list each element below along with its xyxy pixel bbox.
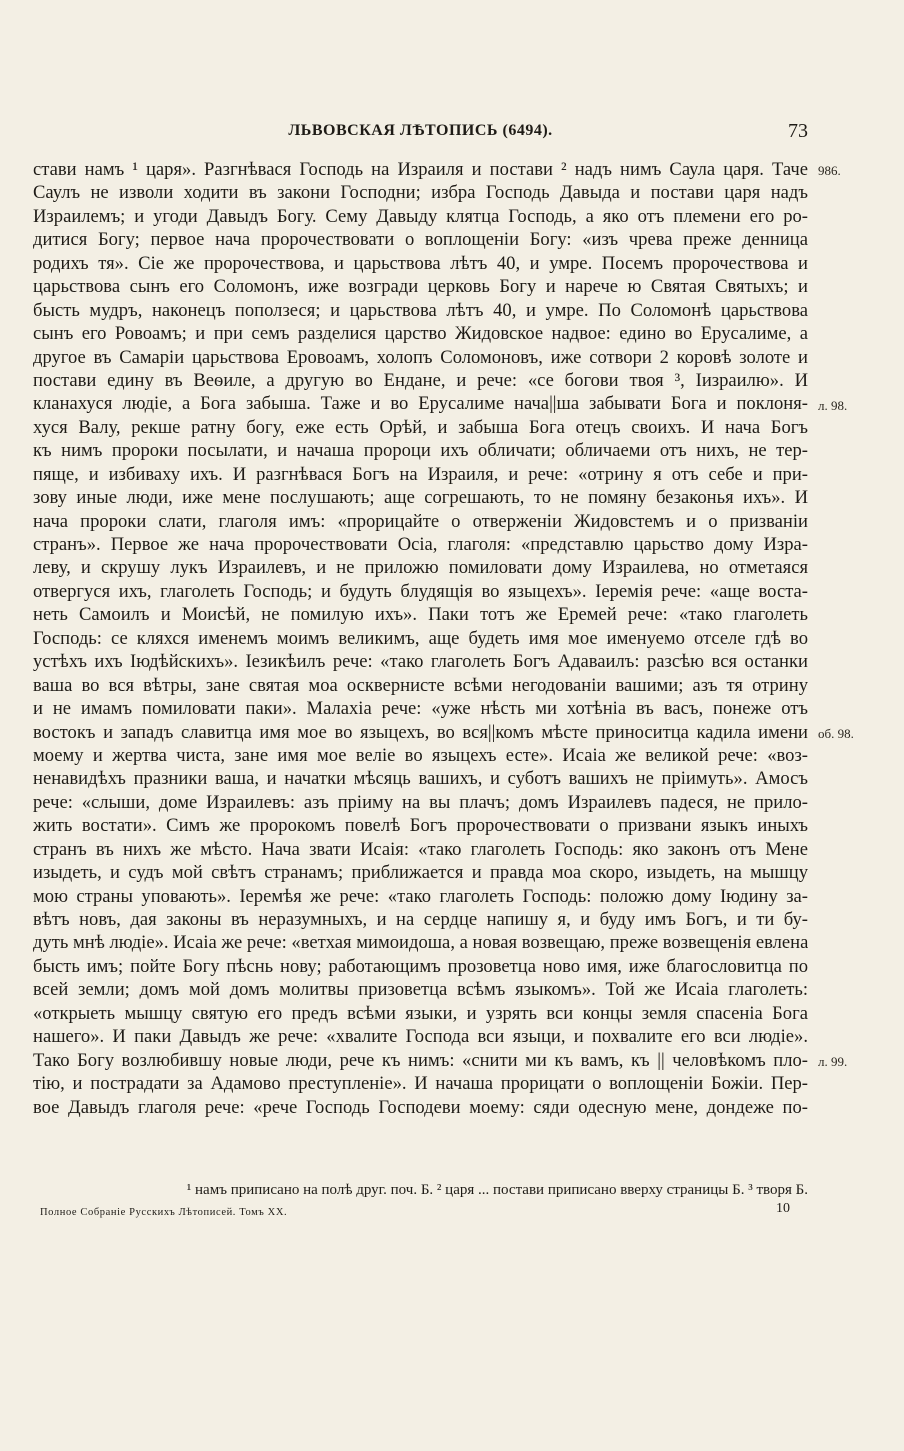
text-line: сынъ его Ровоамъ; и при семъ разделися царство Жидовское надвое: едино во Ерусалиме, а [33,323,808,345]
text-line: странъ въ нихъ же мѣсто. Нача звати Исаія: «тако глаголеть Господь: яко законъ отъ Мене [33,838,808,860]
text-line: ваша во вся вѣтры, зане святая моа осквернисте всѣми негодованіи вашими; азъ тя отрину [33,674,808,696]
margin-note: л. 98. [818,397,848,413]
text-line: Израилемъ; и угоди Давыдъ Богу. Сему Давыду клятца Господь, а яко отъ племени его ро- [33,205,808,227]
text-line: хуся Валу, рекше ратну богу, еже есть Орѣй, и забыша Бога отецъ своихъ. И нача Богъ [33,416,808,438]
text-line: отвергуся ихъ, глаголеть Господь; и будуть блудящія во языцехъ». Іеремія рече: «аще воста- [33,580,808,602]
text-line: бысть мудръ, наконецъ поползеся; и царьствова лѣтъ 40, и умре. По Соломонѣ царьствова [33,299,808,321]
text-line: всей земли; домъ мой домъ молитвы призоветца всѣмъ языкомъ». Той же Исаіа глаголеть: [33,979,808,1001]
running-title: ЛЬВОВСКАЯ ЛѢТОПИСЬ (6494). [288,122,553,139]
page-number: 73 [788,120,808,142]
text-line: Господь: се кляхся именемъ моимъ великимъ, аще будеть имя мое именуемо отселе гдѣ во [33,627,808,649]
text-line: тію, и пострадати за Адамово преступленіе». И начаша прорицати о воплощеніи Божіи. Пер- [33,1073,808,1095]
text-line: бысть имъ; пойте Богу пѣснь нову; работающимъ прозоветца ново имя, иже благословитца по [33,955,808,977]
text-line: пяще, и избиваху ихъ. И разгнѣвася Богъ на Израиля, и рече: «отрину я отъ себе и при- [33,463,808,485]
running-head [33,122,808,148]
text-line: рече: «слыши, доме Израилевъ: азъ пріиму на вы плачъ; домъ Израилевъ падеся, не прило- [33,791,808,813]
text-line: леву, и скрушу лукъ Израилевъ, и не приложю помиловати дому Израилева, но отметаяся [33,557,808,579]
text-line: жить востати». Симъ же пророкомъ повелѣ Богъ пророчествовати о призвани языкъ иныхъ [33,815,808,837]
body-text [33,158,808,1119]
margin-note: об. 98. [818,725,854,741]
text-line: востокъ и западъ славитца имя мое во языцехъ, во вся||комъ мѣсте приноситца кадила имени [33,721,808,743]
series-title: Полное Собраніе Русскихъ Лѣтописей. Томъ XX. [40,1207,288,1218]
footnotes [33,1180,808,1200]
text-line: странъ». Первое же нача пророчествовати Осіа, глаголя: «представлю царьство дому Изра- [33,534,808,555]
text-line: и не имамъ помиловати паки». Малахіа рече: «уже нѣсть ми хотѣніа въ васъ, понеже отъ [33,698,808,720]
text-line: царьствова сынъ его Соломонъ, иже возгради церковь Богу и нарече ю Святая Святыхъ; и [33,276,808,298]
footnote-line: ¹ намъ приписано на полѣ друг. поч. Б. ² царя ... постави приписано вверху страницы Б. ³ творя Б. [186,1182,808,1198]
text-line: «открыеть мышцу святую его предъ всѣми языки, и узрять вси концы земля спасеніа Бога [33,1002,808,1024]
text-line: мою страны уповають». Іеремѣя же рече: «тако глаголеть Господь: положю дому Іюдину за- [33,885,808,907]
text-line: Саулъ не изволи ходити въ закони Господни; избра Господь Давыда и постави царя надъ [33,182,808,204]
text-line: родихъ тя». Сіе же пророчествова, и царьствова лѣтъ 40, и умре. Посемъ пророчествова и [33,252,808,274]
margin-note: 986. [818,163,841,178]
text-line: стави намъ ¹ царя». Разгнѣвася Господь на Израиля и постави ² надъ нимъ Саула царя. Таче [33,159,808,180]
text-line: кланахуся людіе, а Бога забыша. Таже и во Ерусалиме нача||ша забывати Бога и поклоня- [33,393,808,415]
text-line: моему и жертва чиста, зане имя мое веліе во языцехъ есте». Исаіа же великой рече: «воз- [33,744,808,766]
text-line: дитися Богу; первое нача пророчествовати о воплощеніи Богу: «изъ чрева преже денница [33,229,808,251]
text-line: неть Самоилъ и Моисѣй, не помилую ихъ». Паки тотъ же Еремей рече: «тако глаголеть [33,604,808,626]
text-line: вое Давыдъ глаголя рече: «рече Господь Господеви моему: сяди одесную мене, дондеже по- [33,1096,808,1118]
text-line: къ нимъ пророки посылати, и начаша пророци ихъ обличати; обличаеми отъ нихъ, не тер- [33,440,808,462]
text-line: устѣхъ ихъ Іюдѣйскихъ». Іезикѣилъ рече: «тако глаголеть Богъ Адаваилъ: разсѣю вся останки [33,651,808,673]
text-line: ненавидѣхъ празники ваша, и начатки мѣсяць вашихъ, и суботъ вашихъ не пріимуть». Амосъ [33,768,808,790]
text-line: другое въ Самаріи царьствова Еровоамъ, холопъ Соломоновъ, иже сотвори 2 коровѣ золоте и [33,346,808,368]
margin-note: л. 99. [818,1054,848,1070]
text-line: зову иные люди, иже мене послушають; аще согрешають, то не помяну безаконья ихъ». И [33,487,808,509]
text-line: нашего». И паки Давыдъ же рече: «хвалите Господа вси языци, и похвалите его вси людіе». [33,1026,808,1048]
text-line: изыдеть, и судъ мой свѣтъ странамъ; приближается и правда моа скоро, изыдеть, на мышцу [33,862,808,884]
text-line: нача пророки слати, глаголя имъ: «прорицайте о отверженіи Жидовстемъ и о призваніи [33,510,808,532]
signature-mark: 10 [776,1201,790,1216]
text-line: Тако Богу возлюбившу новые люди, рече къ нимъ: «снити ми къ вамъ, къ || человѣкомъ пло- [33,1049,808,1071]
text-line: дуть мнѣ людіе». Исаіа же рече: «ветхая мимоидоша, а новая возвещаю, преже возвещенія евлена [33,932,808,954]
text-line: постави едину въ Веѳиле, а другую во Ендане, и рече: «се богови твоя ³, Іизраилю». И [33,369,808,391]
text-line: вѣтъ новъ, дая законы въ неразумныхъ, и на сердце напишу я, и буду имъ Богъ, и ти бу- [33,909,808,930]
